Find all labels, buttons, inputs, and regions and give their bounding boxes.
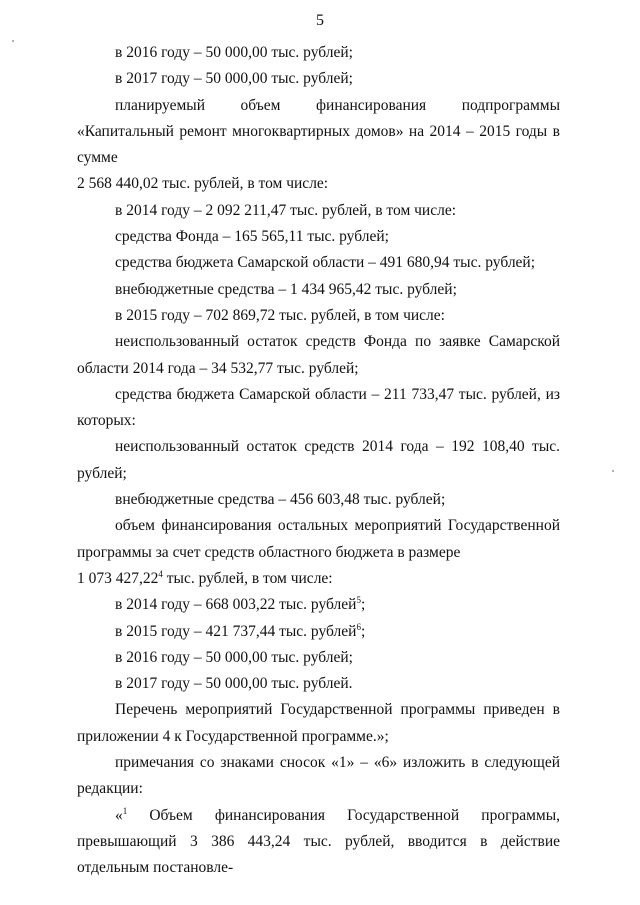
footnote-ref: 4 [158,568,163,579]
footnote-ref: 1 [122,805,128,816]
paragraph [77,566,560,592]
paragraph-text: ; [360,622,366,640]
paragraph: в 2015 году – 702 869,72 тыс. рублей, в том числе: [115,306,445,324]
paragraph: объем финансирования остальных мероприятий Государственной программы за счет средств областного бюджета в размере [77,517,560,561]
paragraph: примечания со знаками сносок «1» – «6» изложить в следующей редакции: [77,754,560,798]
paragraph: в 2017 году – 50 000,00 тыс. рублей; [115,70,353,88]
paragraph [77,619,560,645]
paragraph-text: в 2015 году – 421 737,44 тыс. рублей [115,622,357,640]
scan-speck [12,40,14,42]
footnote-ref: 6 [356,621,361,632]
document-body [77,40,560,882]
paragraph: в 2014 году – 2 092 211,47 тыс. рублей, в том числе: [115,201,457,219]
paragraph: неиспользованный остаток средств Фонда по заявке Самарской области 2014 года – 34 532,77 тыс. рублей; [77,333,560,377]
scan-speck [612,470,614,472]
paragraph: в 2016 году – 50 000,00 тыс. рублей; [115,44,353,61]
paragraph: внебюджетные средства – 1 434 965,42 тыс. рублей; [115,280,457,298]
footnote-ref: 5 [356,595,361,606]
amount-text: 1 073 427,22 [77,569,159,587]
paragraph: в 2016 году – 50 000,00 тыс. рублей; [115,648,353,666]
paragraph: Перечень мероприятий Государственной программы приведен в приложении 4 к Государственной программе.»; [77,701,560,745]
paragraph: средства бюджета Самарской области – 491 680,94 тыс. рублей; [115,254,536,272]
paragraph-text: ; [360,596,366,614]
paragraph [77,803,560,882]
paragraph: планируемый объем финансирования подпрограммы «Капитальный ремонт многоквартирных домов» на 2014 – 2015 годы в сумме [77,96,560,167]
paragraph-text: « [115,806,123,824]
paragraph: неиспользованный остаток средств 2014 года – 192 108,40 тыс. рублей; [77,438,560,482]
paragraph: средства бюджета Самарской области – 211 733,47 тыс. рублей, из которых: [77,385,560,430]
paragraph: 2 568 440,02 тыс. рублей, в том числе: [77,175,329,193]
paragraph-text: в 2014 году – 668 003,22 тыс. рублей [115,596,357,614]
paragraph: в 2017 году – 50 000,00 тыс. рублей. [115,675,353,693]
paragraph [77,592,560,618]
page-number: 5 [316,12,324,29]
paragraph: средства Фонда – 165 565,11 тыс. рублей; [115,228,389,246]
paragraph-text: тыс. рублей, в том числе: [162,569,333,587]
paragraph-text: Объем финансирования Государственной программы, превышающий 3 386 443,24 тыс. рублей, вводится в действие отдельным постановле- [77,806,560,877]
paragraph: внебюджетные средства – 456 603,48 тыс. рублей; [115,491,446,509]
